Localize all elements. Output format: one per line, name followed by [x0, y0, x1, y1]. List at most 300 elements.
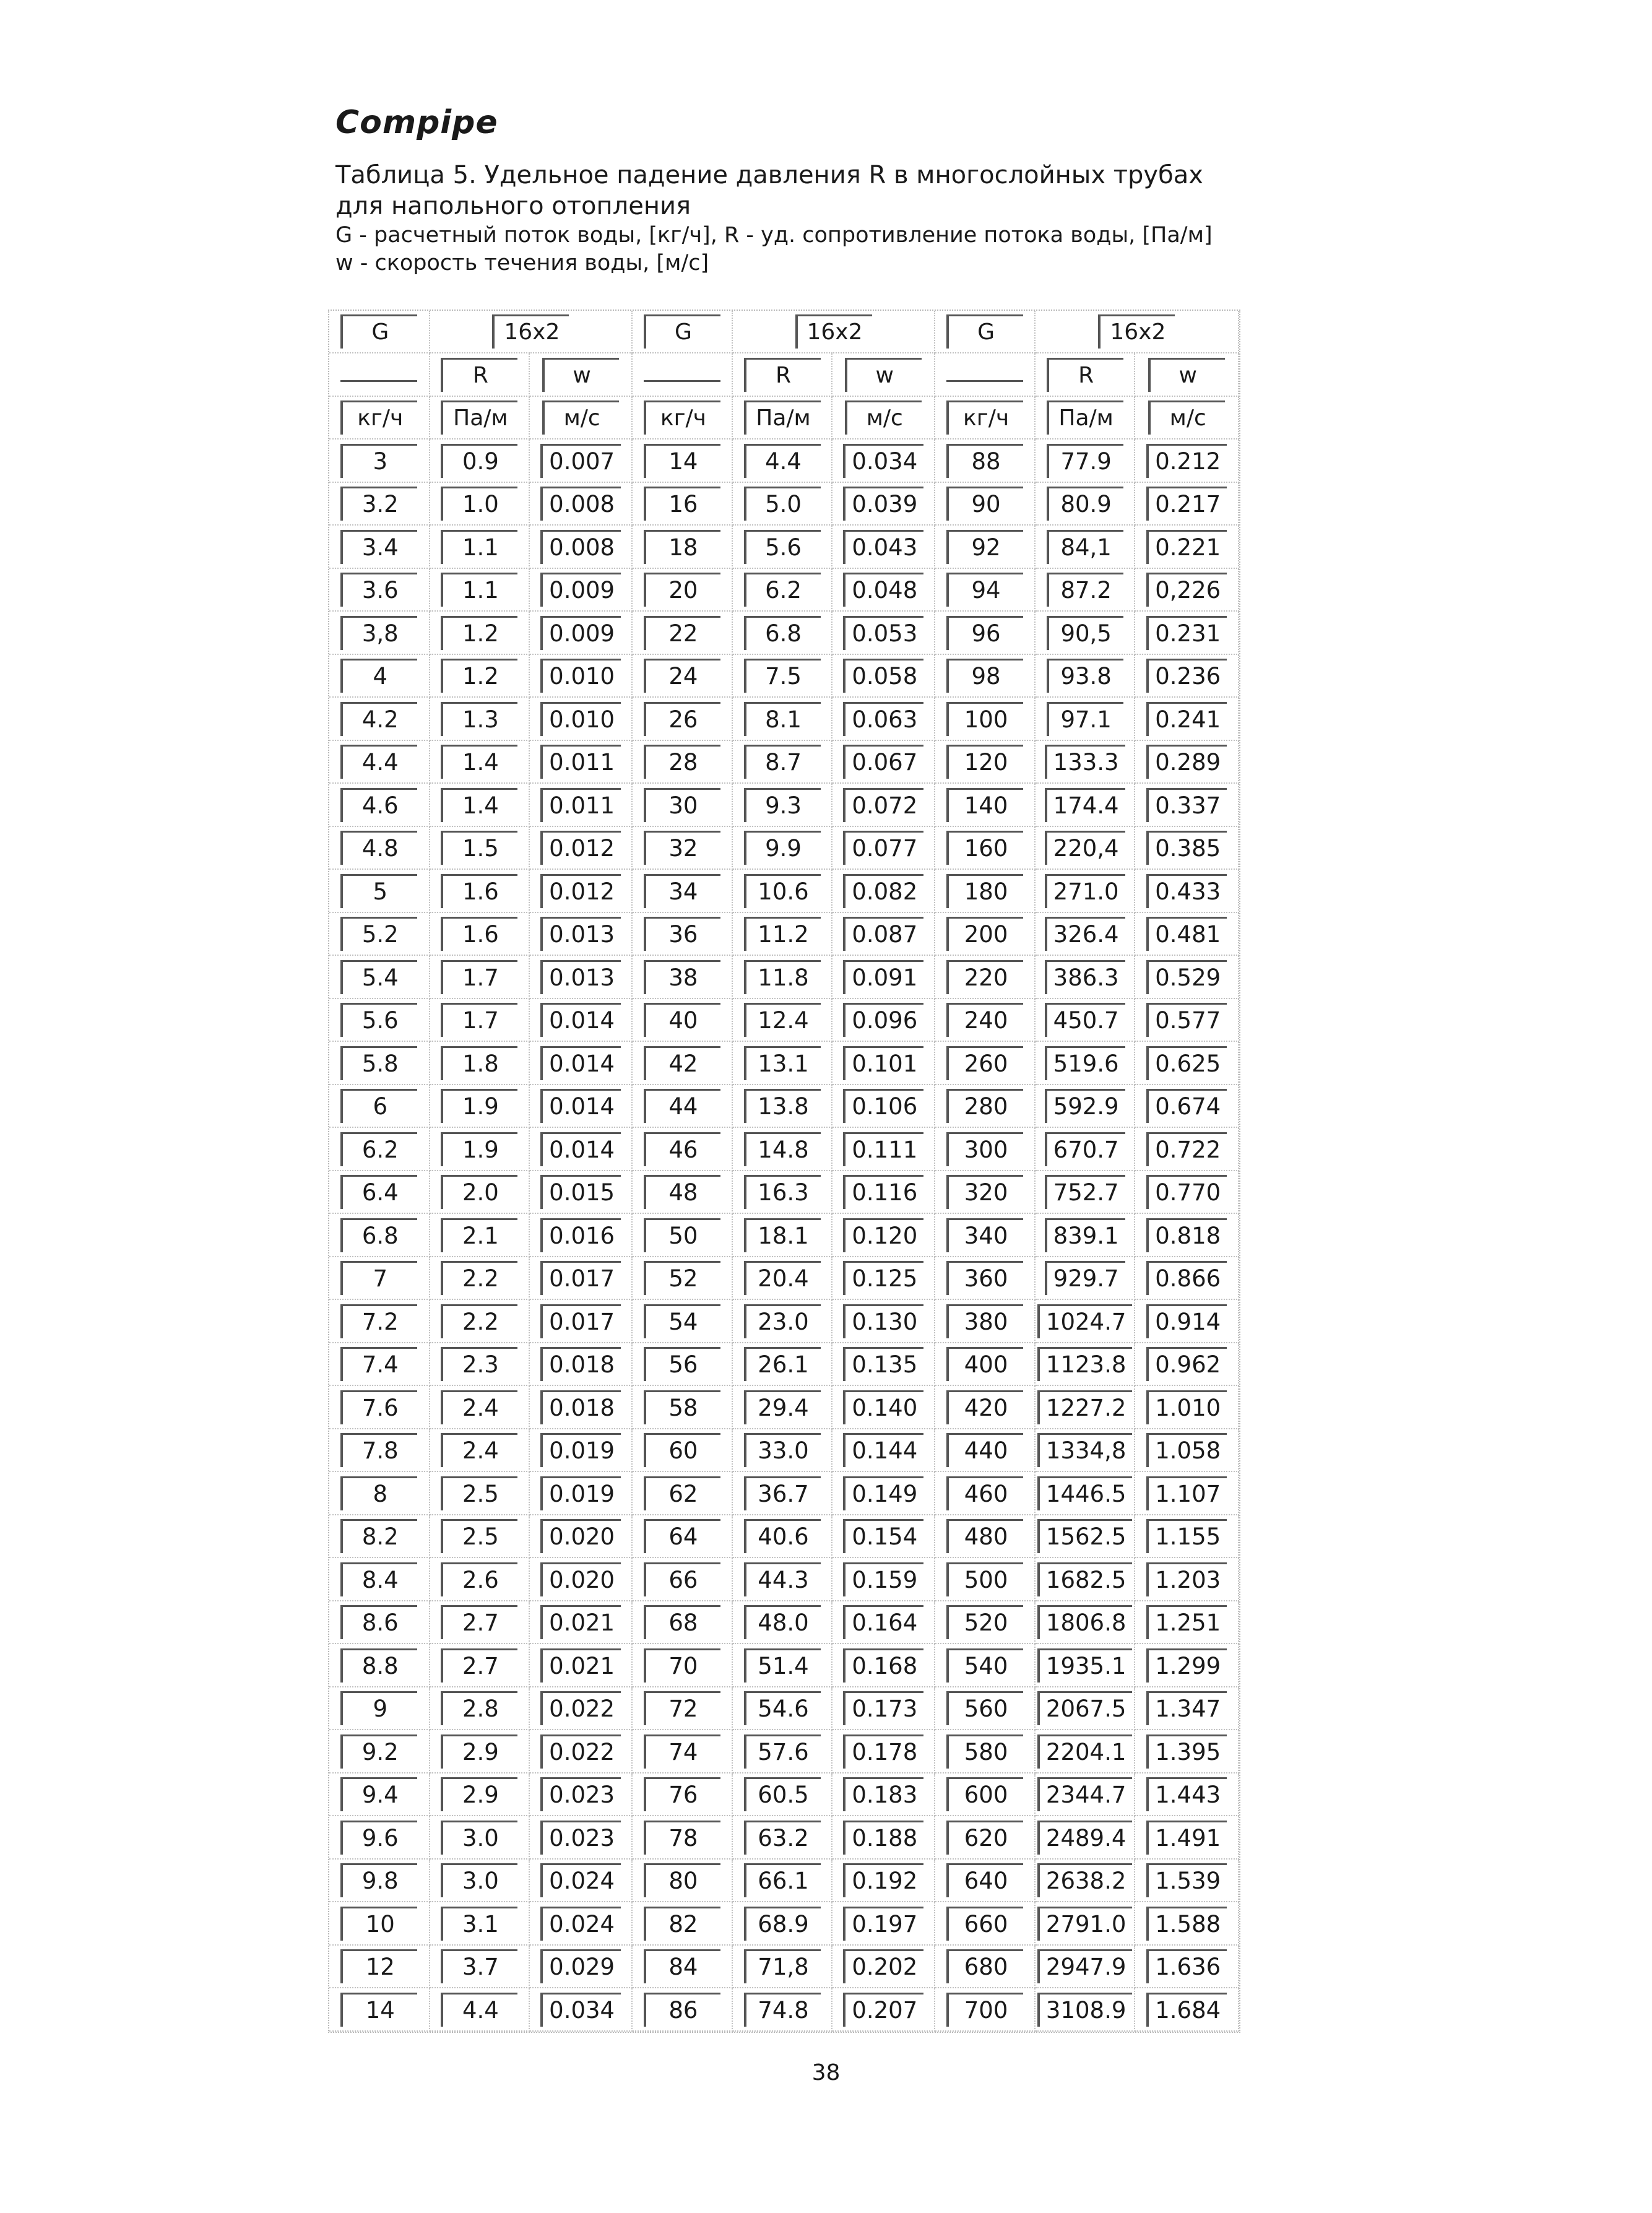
table-cell	[935, 439, 1035, 482]
table-cell	[832, 740, 935, 784]
table-cell-value: 1.1	[441, 530, 517, 564]
unit-cell-value: Па/м	[1047, 401, 1123, 435]
table-cell	[732, 1773, 832, 1816]
header-cell-value	[644, 380, 720, 382]
table-cell-value: 94	[946, 573, 1023, 607]
table-cell-value: 0.241	[1146, 702, 1227, 736]
table-cell	[329, 740, 430, 784]
table-cell	[1135, 1687, 1239, 1730]
table-cell	[529, 1085, 632, 1128]
table-cell-value: 1682.5	[1037, 1562, 1132, 1596]
table-cell	[732, 826, 832, 870]
table-cell	[732, 1213, 832, 1257]
table-cell-value: 100	[946, 702, 1023, 736]
table-cell-value: 0.106	[843, 1089, 923, 1123]
table-cell-value: 76	[644, 1777, 720, 1811]
table-cell-value: 2.0	[441, 1175, 517, 1209]
table-cell-value: 3	[340, 444, 417, 478]
table-cell	[832, 1859, 935, 1902]
units-row	[329, 396, 1239, 440]
table-cell	[632, 955, 732, 998]
table-cell-value: 520	[946, 1605, 1023, 1639]
table-cell-value: 0.023	[540, 1777, 621, 1811]
table-cell-value: 44	[644, 1089, 720, 1123]
table-cell	[529, 1816, 632, 1859]
table-body	[329, 311, 1239, 2031]
table-cell-value: 5.6	[340, 1003, 417, 1037]
table-cell	[632, 1730, 732, 1773]
table-cell	[329, 1085, 430, 1128]
table-cell-value: 0.020	[540, 1562, 621, 1596]
table-cell-value: 540	[946, 1648, 1023, 1682]
table-cell	[529, 1601, 632, 1644]
table-row	[329, 1085, 1239, 1128]
table-cell	[832, 611, 935, 654]
table-cell-value: 9.6	[340, 1821, 417, 1855]
table-cell	[529, 697, 632, 740]
table-cell	[1035, 955, 1135, 998]
table-cell	[732, 654, 832, 698]
header-cell-value: R	[441, 358, 517, 392]
table-cell	[1135, 482, 1239, 526]
table-cell-value: 2638.2	[1037, 1863, 1132, 1897]
table-cell	[1135, 611, 1239, 654]
table-cell-value: 1935.1	[1037, 1648, 1132, 1682]
table-cell	[529, 1213, 632, 1257]
table-cell	[529, 1687, 632, 1730]
table-cell	[329, 439, 430, 482]
table-cell-value: 1.299	[1146, 1648, 1227, 1682]
table-cell-value: 78	[644, 1821, 720, 1855]
table-cell-value: 14.8	[744, 1132, 821, 1166]
table-cell-value: 1024.7	[1037, 1304, 1132, 1338]
table-cell	[1135, 525, 1239, 568]
table-cell	[529, 1515, 632, 1558]
table-cell-value: 0.385	[1146, 831, 1227, 865]
table-cell-value: 0.023	[540, 1821, 621, 1855]
table-cell	[732, 869, 832, 912]
table-cell-value: 280	[946, 1089, 1023, 1123]
table-cell-value: 1.6	[441, 917, 517, 951]
table-cell	[832, 1471, 935, 1515]
table-cell-value: 7.6	[340, 1390, 417, 1424]
table-cell	[329, 1730, 430, 1773]
header-label: G	[946, 314, 1023, 349]
table-cell	[632, 869, 732, 912]
table-cell	[632, 1902, 732, 1945]
table-row	[329, 1687, 1239, 1730]
table-cell-value: 2204.1	[1037, 1734, 1132, 1769]
table-cell	[935, 1859, 1035, 1902]
table-cell-value: 0.015	[540, 1175, 621, 1209]
table-cell	[832, 1385, 935, 1429]
table-cell	[732, 1127, 832, 1171]
table-cell-value: 0.9	[441, 444, 517, 478]
table-cell-value: 84	[644, 1949, 720, 1983]
table-cell	[1035, 1127, 1135, 1171]
table-cell	[529, 826, 632, 870]
table-cell	[430, 1859, 530, 1902]
table-cell	[430, 912, 530, 956]
table-cell-value: 0.914	[1146, 1304, 1227, 1338]
table-cell-value: 3.2	[340, 487, 417, 521]
unit-cell-value: м/с	[542, 401, 619, 435]
table-cell	[935, 1988, 1035, 2031]
table-cell	[529, 1257, 632, 1300]
table-cell	[935, 1385, 1035, 1429]
table-cell-value: 0.058	[843, 659, 923, 693]
table-row	[329, 482, 1239, 526]
table-cell	[430, 568, 530, 612]
table-cell-value: 8.1	[744, 702, 821, 736]
table-cell	[329, 1557, 430, 1601]
table-cell-value: 4.2	[340, 702, 417, 736]
table-cell-value: 660	[946, 1907, 1023, 1941]
table-cell	[329, 1773, 430, 1816]
table-cell-value: 6.4	[340, 1175, 417, 1209]
table-cell-value: 1.203	[1146, 1562, 1227, 1596]
table-cell	[632, 1644, 732, 1687]
table-cell	[1035, 1859, 1135, 1902]
table-cell-value: 0.087	[843, 917, 923, 951]
table-cell	[1035, 1171, 1135, 1214]
table-cell	[1035, 1385, 1135, 1429]
table-cell-value: 8.6	[340, 1605, 417, 1639]
table-cell	[832, 1902, 935, 1945]
table-cell	[935, 1429, 1035, 1472]
table-cell-value: 0.022	[540, 1691, 621, 1725]
table-cell-value: 1.010	[1146, 1390, 1227, 1424]
table-cell-value: 0.043	[843, 530, 923, 564]
table-cell	[529, 1127, 632, 1171]
table-cell-value: 1562.5	[1037, 1519, 1132, 1553]
table-cell-value: 1.588	[1146, 1907, 1227, 1941]
table-cell	[632, 1041, 732, 1085]
table-row	[329, 1213, 1239, 1257]
table-cell	[632, 1299, 732, 1343]
table-cell	[1035, 869, 1135, 912]
table-row	[329, 1385, 1239, 1429]
table-cell-value: 0.017	[540, 1304, 621, 1338]
table-cell-value: 2.4	[441, 1390, 517, 1424]
table-cell-value: 1.539	[1146, 1863, 1227, 1897]
table-cell-value: 8.4	[340, 1562, 417, 1596]
table-cell	[1035, 1816, 1135, 1859]
table-cell-value: 0.020	[540, 1519, 621, 1553]
table-cell	[832, 1945, 935, 1988]
table-cell	[430, 654, 530, 698]
table-cell-value: 1.6	[441, 874, 517, 908]
table-cell-value: 1.7	[441, 960, 517, 994]
table-cell-value: 360	[946, 1261, 1023, 1295]
unit-cell	[632, 396, 732, 440]
table-cell-value: 4	[340, 659, 417, 693]
table-cell-value: 7.5	[744, 659, 821, 693]
table-cell	[1135, 1299, 1239, 1343]
table-cell	[632, 1085, 732, 1128]
table-cell	[430, 525, 530, 568]
table-cell	[935, 1687, 1035, 1730]
table-cell	[1135, 1988, 1239, 2031]
table-cell	[1035, 1601, 1135, 1644]
table-cell-value: 18.1	[744, 1218, 821, 1252]
table-cell-value: 0.008	[540, 487, 621, 521]
table-cell-value: 0.217	[1146, 487, 1227, 521]
table-row	[329, 1299, 1239, 1343]
table-cell	[632, 1859, 732, 1902]
table-cell	[935, 912, 1035, 956]
table-cell-value: 0.014	[540, 1132, 621, 1166]
table-cell-value: 97.1	[1047, 702, 1123, 736]
header-label: 16x2	[795, 314, 872, 349]
table-cell	[1135, 1085, 1239, 1128]
table-cell	[935, 1945, 1035, 1988]
table-cell	[1135, 439, 1239, 482]
table-cell	[832, 1557, 935, 1601]
table-cell	[329, 1213, 430, 1257]
table-cell-value: 0.096	[843, 1003, 923, 1037]
table-cell	[329, 1859, 430, 1902]
table-cell-value: 240	[946, 1003, 1023, 1037]
table-cell	[430, 740, 530, 784]
table-cell-value: 1.347	[1146, 1691, 1227, 1725]
table-cell	[935, 1213, 1035, 1257]
table-cell-value: 2.9	[441, 1777, 517, 1811]
table-cell-value: 1.443	[1146, 1777, 1227, 1811]
table-cell-value: 36	[644, 917, 720, 951]
table-cell-value: 2.7	[441, 1648, 517, 1682]
table-cell-value: 64	[644, 1519, 720, 1553]
table-cell-value: 0.008	[540, 530, 621, 564]
table-cell-value: 3.0	[441, 1863, 517, 1897]
table-cell	[1035, 1687, 1135, 1730]
table-row	[329, 1945, 1239, 1988]
table-cell-value: 7	[340, 1261, 417, 1295]
table-cell-value: 2.2	[441, 1261, 517, 1295]
table-cell-value: 9.2	[340, 1734, 417, 1769]
table-cell	[329, 1687, 430, 1730]
table-cell	[732, 1343, 832, 1386]
unit-cell-value: м/с	[1148, 401, 1225, 435]
table-cell	[732, 568, 832, 612]
table-cell	[632, 568, 732, 612]
table-cell-value: 42	[644, 1046, 720, 1080]
table-cell-value: 0.082	[843, 874, 923, 908]
table-cell	[832, 826, 935, 870]
table-cell-value: 0.101	[843, 1046, 923, 1080]
table-cell	[632, 998, 732, 1042]
table-cell	[732, 1085, 832, 1128]
table-cell-value: 3.4	[340, 530, 417, 564]
table-cell-value: 90	[946, 487, 1023, 521]
table-cell	[632, 1687, 732, 1730]
table-cell	[832, 869, 935, 912]
table-cell-value: 580	[946, 1734, 1023, 1769]
table-cell	[529, 1171, 632, 1214]
table-cell	[329, 1385, 430, 1429]
table-cell-value: 18	[644, 530, 720, 564]
table-cell-value: 0.009	[540, 616, 621, 650]
table-cell	[329, 525, 430, 568]
table-cell-value: 1.4	[441, 788, 517, 822]
table-cell	[935, 1515, 1035, 1558]
table-row	[329, 568, 1239, 612]
table-cell	[632, 1343, 732, 1386]
table-cell-value: 51.4	[744, 1648, 821, 1682]
table-row	[329, 1127, 1239, 1171]
header-cell	[935, 353, 1035, 396]
table-cell	[832, 1429, 935, 1472]
table-cell	[632, 697, 732, 740]
table-cell-value: 0.116	[843, 1175, 923, 1209]
table-cell-value: 1227.2	[1037, 1390, 1132, 1424]
table-cell-value: 700	[946, 1993, 1023, 2027]
table-cell-value: 320	[946, 1175, 1023, 1209]
table-cell	[732, 1816, 832, 1859]
table-cell	[430, 1429, 530, 1472]
table-cell-value: 220,4	[1045, 831, 1125, 865]
table-cell-value: 420	[946, 1390, 1023, 1424]
table-cell-value: 3.0	[441, 1821, 517, 1855]
unit-cell	[329, 396, 430, 440]
table-cell	[329, 482, 430, 526]
header-cell	[430, 311, 633, 353]
table-cell-value: 0.034	[843, 444, 923, 478]
table-cell-value: 44.3	[744, 1562, 821, 1596]
table-cell	[632, 611, 732, 654]
table-cell-value: 519.6	[1045, 1046, 1125, 1080]
table-cell-value: 14	[340, 1993, 417, 2027]
table-cell	[529, 1859, 632, 1902]
table-cell-value: 140	[946, 788, 1023, 822]
table-cell-value: 60.5	[744, 1777, 821, 1811]
table-cell-value: 0.011	[540, 788, 621, 822]
table-cell	[329, 1945, 430, 1988]
unit-cell-value: Па/м	[441, 401, 517, 435]
table-cell	[832, 1299, 935, 1343]
table-cell-value: 0.154	[843, 1519, 923, 1553]
table-cell-value: 88	[946, 444, 1023, 478]
table-cell-value: 1123.8	[1037, 1347, 1132, 1381]
table-cell	[732, 1429, 832, 1472]
unit-cell	[529, 396, 632, 440]
table-cell	[632, 1385, 732, 1429]
table-cell-value: 0.011	[540, 745, 621, 779]
table-cell	[832, 1644, 935, 1687]
table-row	[329, 740, 1239, 784]
table-cell	[935, 1471, 1035, 1515]
table-cell-value: 5.0	[744, 487, 821, 521]
table-cell	[1135, 1902, 1239, 1945]
table-row	[329, 1471, 1239, 1515]
table-cell-value: 1.251	[1146, 1605, 1227, 1639]
table-cell	[1035, 1471, 1135, 1515]
table-cell	[430, 1687, 530, 1730]
table-cell-value: 0.072	[843, 788, 923, 822]
table-cell-value: 0.197	[843, 1907, 923, 1941]
table-cell	[529, 1429, 632, 1472]
table-cell	[832, 1515, 935, 1558]
table-cell-value: 48.0	[744, 1605, 821, 1639]
table-cell	[430, 1085, 530, 1128]
table-cell	[632, 1257, 732, 1300]
table-cell-value: 16	[644, 487, 720, 521]
table-cell-value: 2.1	[441, 1218, 517, 1252]
table-cell	[430, 1945, 530, 1988]
table-cell-value: 0.111	[843, 1132, 923, 1166]
table-row	[329, 611, 1239, 654]
table-cell	[1035, 740, 1135, 784]
table-cell	[935, 1127, 1035, 1171]
table-cell-value: 8.7	[744, 745, 821, 779]
table-cell	[529, 1471, 632, 1515]
table-cell	[1035, 1644, 1135, 1687]
table-cell-value: 1.9	[441, 1132, 517, 1166]
table-cell-value: 7.2	[340, 1304, 417, 1338]
table-cell-value: 2489.4	[1037, 1821, 1132, 1855]
table-cell	[1135, 1557, 1239, 1601]
table-cell-value: 9.9	[744, 831, 821, 865]
table-cell-value: 1.107	[1146, 1476, 1227, 1510]
table-cell	[430, 783, 530, 826]
table-cell	[430, 1041, 530, 1085]
table-cell-value: 340	[946, 1218, 1023, 1252]
caption-line-4: w - скорость течения воды, [м/с]	[335, 251, 709, 275]
table-cell	[529, 912, 632, 956]
table-cell-value: 0.529	[1146, 960, 1227, 994]
table-cell	[832, 1041, 935, 1085]
table-cell	[1135, 1257, 1239, 1300]
table-cell-value: 10.6	[744, 874, 821, 908]
table-row	[329, 998, 1239, 1042]
table-cell-value: 0.337	[1146, 788, 1227, 822]
table-cell	[732, 482, 832, 526]
table-cell-value: 8.8	[340, 1648, 417, 1682]
table-cell-value: 8.2	[340, 1519, 417, 1553]
header-cell	[329, 353, 430, 396]
table-row	[329, 1730, 1239, 1773]
table-cell	[1035, 1085, 1135, 1128]
table-cell	[430, 955, 530, 998]
table-cell-value: 40	[644, 1003, 720, 1037]
table-cell-value: 7.8	[340, 1433, 417, 1467]
table-cell	[732, 1730, 832, 1773]
header-cell	[430, 353, 530, 396]
table-cell	[732, 1257, 832, 1300]
table-cell-value: 120	[946, 745, 1023, 779]
header-cell	[632, 353, 732, 396]
table-cell-value: 92	[946, 530, 1023, 564]
table-cell	[935, 826, 1035, 870]
table-cell	[632, 1127, 732, 1171]
table-cell-value: 0.130	[843, 1304, 923, 1338]
table-cell-value: 96	[946, 616, 1023, 650]
table-cell-value: 54	[644, 1304, 720, 1338]
table-row	[329, 869, 1239, 912]
table-cell	[632, 654, 732, 698]
header-cell	[1135, 353, 1239, 396]
table-cell	[1035, 568, 1135, 612]
table-cell-value: 72	[644, 1691, 720, 1725]
table-cell-value: 10	[340, 1907, 417, 1941]
header-label: G	[340, 314, 417, 349]
table-cell	[732, 1687, 832, 1730]
table-cell	[529, 654, 632, 698]
table-cell	[935, 1085, 1035, 1128]
table-cell-value: 0.231	[1146, 616, 1227, 650]
table-cell	[1035, 482, 1135, 526]
table-cell	[935, 1257, 1035, 1300]
